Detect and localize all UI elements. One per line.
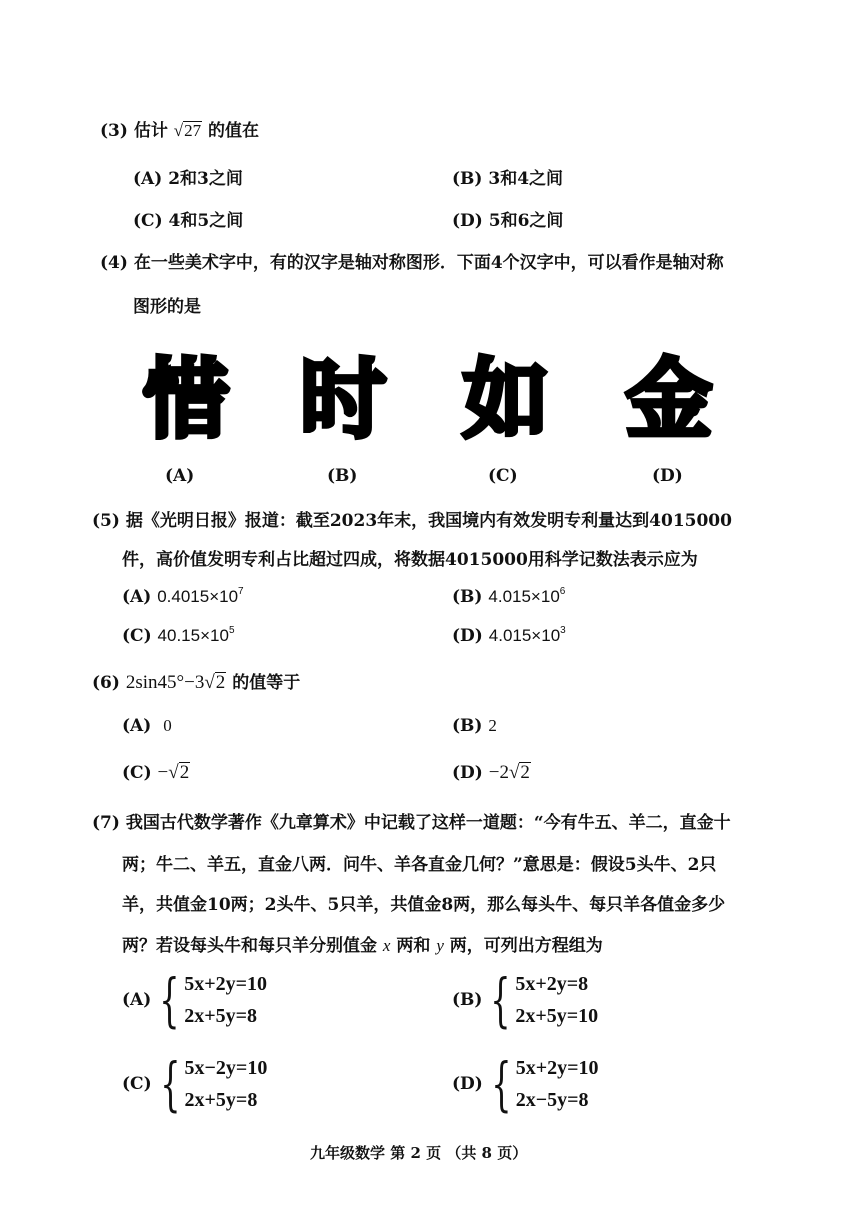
q7-line3: 羊，共值金10两；2头牛、5只羊，共值金8两，那么每头牛、每只羊各值金多少 bbox=[122, 895, 726, 915]
q3-option-d[interactable]: (D) 5和6之间 bbox=[452, 211, 564, 231]
q6-expression: 2sin45°−3 bbox=[125, 672, 205, 693]
q6-option-c[interactable]: (C) −√2 bbox=[122, 762, 190, 783]
q4-option-c[interactable]: (C) bbox=[488, 466, 518, 486]
brace-icon: { bbox=[490, 966, 512, 1034]
q7-option-b[interactable]: (B) { 5x+2y=8 2x+5y=10 bbox=[452, 966, 599, 1034]
equation: 2x−5y=8 bbox=[515, 1089, 589, 1111]
q7-option-a[interactable]: (A) { 5x+2y=10 2x+5y=8 bbox=[122, 966, 267, 1034]
q5-option-b[interactable]: (B) $4.015\times 10^6$ bbox=[452, 586, 566, 607]
q3-text-b: 的值在 bbox=[208, 121, 260, 141]
equation: 2x+5y=8 bbox=[184, 1005, 257, 1027]
q3-option-b[interactable]: (B) 3和4之间 bbox=[452, 169, 564, 189]
q4-number: (4) bbox=[100, 253, 128, 273]
q5-line2: 件，高价值发明专利占比超过四成，将数据4015000用科学记数法表示应为 bbox=[122, 550, 698, 570]
var-x: x bbox=[382, 936, 391, 955]
q6-stem: (6) 2sin45°−3√2 的值等于 bbox=[92, 672, 301, 693]
q5-text-1: 据《光明日报》报道：截至2023年末，我国境内有效发明专利量达到4015000 bbox=[125, 511, 732, 531]
q6-option-a[interactable]: (A) 0 bbox=[122, 716, 172, 736]
q6-text-b: 的值等于 bbox=[232, 673, 301, 693]
q7-line4: 两？若设每头牛和每只羊分别值金 x 两和 y 两，可列出方程组为 bbox=[122, 936, 603, 956]
q4-line2: 图形的是 bbox=[133, 297, 201, 317]
art-char-shi: 时 bbox=[300, 350, 386, 450]
q7-number: (7) bbox=[92, 813, 120, 833]
q3-text-a: 估计 bbox=[133, 121, 168, 141]
q3-option-c[interactable]: (C) 4和5之间 bbox=[133, 211, 244, 231]
equation: 5x+2y=10 bbox=[184, 973, 267, 995]
q3-option-a[interactable]: (A) 2和3之间 bbox=[133, 169, 243, 189]
equation: 5x−2y=10 bbox=[184, 1057, 268, 1079]
page-footer: 九年级数学 第 2 页 （共 8 页） bbox=[310, 1144, 528, 1162]
q5-option-a[interactable]: (A) $0.4015\times 10^7$ bbox=[122, 586, 244, 607]
brace-icon: { bbox=[159, 1050, 181, 1118]
equation: 2x+5y=10 bbox=[515, 1005, 599, 1027]
equation: 2x+5y=8 bbox=[184, 1089, 258, 1111]
equation: 5x+2y=8 bbox=[515, 973, 589, 995]
q7-option-d[interactable]: (D) { 5x+2y=10 2x−5y=8 bbox=[452, 1050, 599, 1118]
equation: 5x+2y=10 bbox=[515, 1057, 599, 1079]
q7-text-1: 我国古代数学著作《九章算术》中记载了这样一道题：“今有牛五、羊二，直金十 bbox=[125, 813, 731, 833]
art-char-xi: 惜 bbox=[143, 350, 229, 450]
q4-option-d[interactable]: (D) bbox=[652, 466, 683, 486]
var-y: y bbox=[436, 936, 444, 955]
art-char-ru: 如 bbox=[463, 350, 549, 450]
art-char-jin: 金 bbox=[626, 350, 712, 450]
q6-number: (6) bbox=[92, 673, 120, 693]
q5-option-d[interactable]: (D) $4.015\times 10^3$ bbox=[452, 625, 566, 646]
q4-option-a[interactable]: (A) bbox=[165, 466, 195, 486]
q3-stem: (3) 估计 √27 的值在 bbox=[100, 121, 260, 141]
q5-line1 bbox=[92, 506, 732, 531]
q7-option-c[interactable]: (C) { 5x−2y=10 2x+5y=8 bbox=[122, 1050, 268, 1118]
q7-line2: 两；牛二、羊五，直金八两．问牛、羊各直金几何？”意思是：假设5头牛、2只 bbox=[122, 855, 717, 875]
q4-text-1: 在一些美术字中，有的汉字是轴对称图形．下面4个汉字中，可以看作是轴对称 bbox=[133, 253, 724, 273]
q6-option-b[interactable]: (B) 2 bbox=[452, 716, 497, 736]
q5-number: (5) bbox=[92, 511, 120, 531]
q4-line1 bbox=[100, 248, 724, 273]
q3-number: (3) bbox=[100, 121, 128, 141]
q4-option-b[interactable]: (B) bbox=[327, 466, 358, 486]
q5-option-c[interactable]: (C) $40.15\times 10^5$ bbox=[122, 625, 235, 646]
q3-radicand: 27 bbox=[184, 121, 202, 140]
brace-icon: { bbox=[491, 1050, 512, 1118]
brace-icon: { bbox=[159, 966, 180, 1034]
q6-option-d[interactable]: (D) −2√2 bbox=[452, 762, 530, 783]
q7-line1 bbox=[92, 808, 731, 833]
